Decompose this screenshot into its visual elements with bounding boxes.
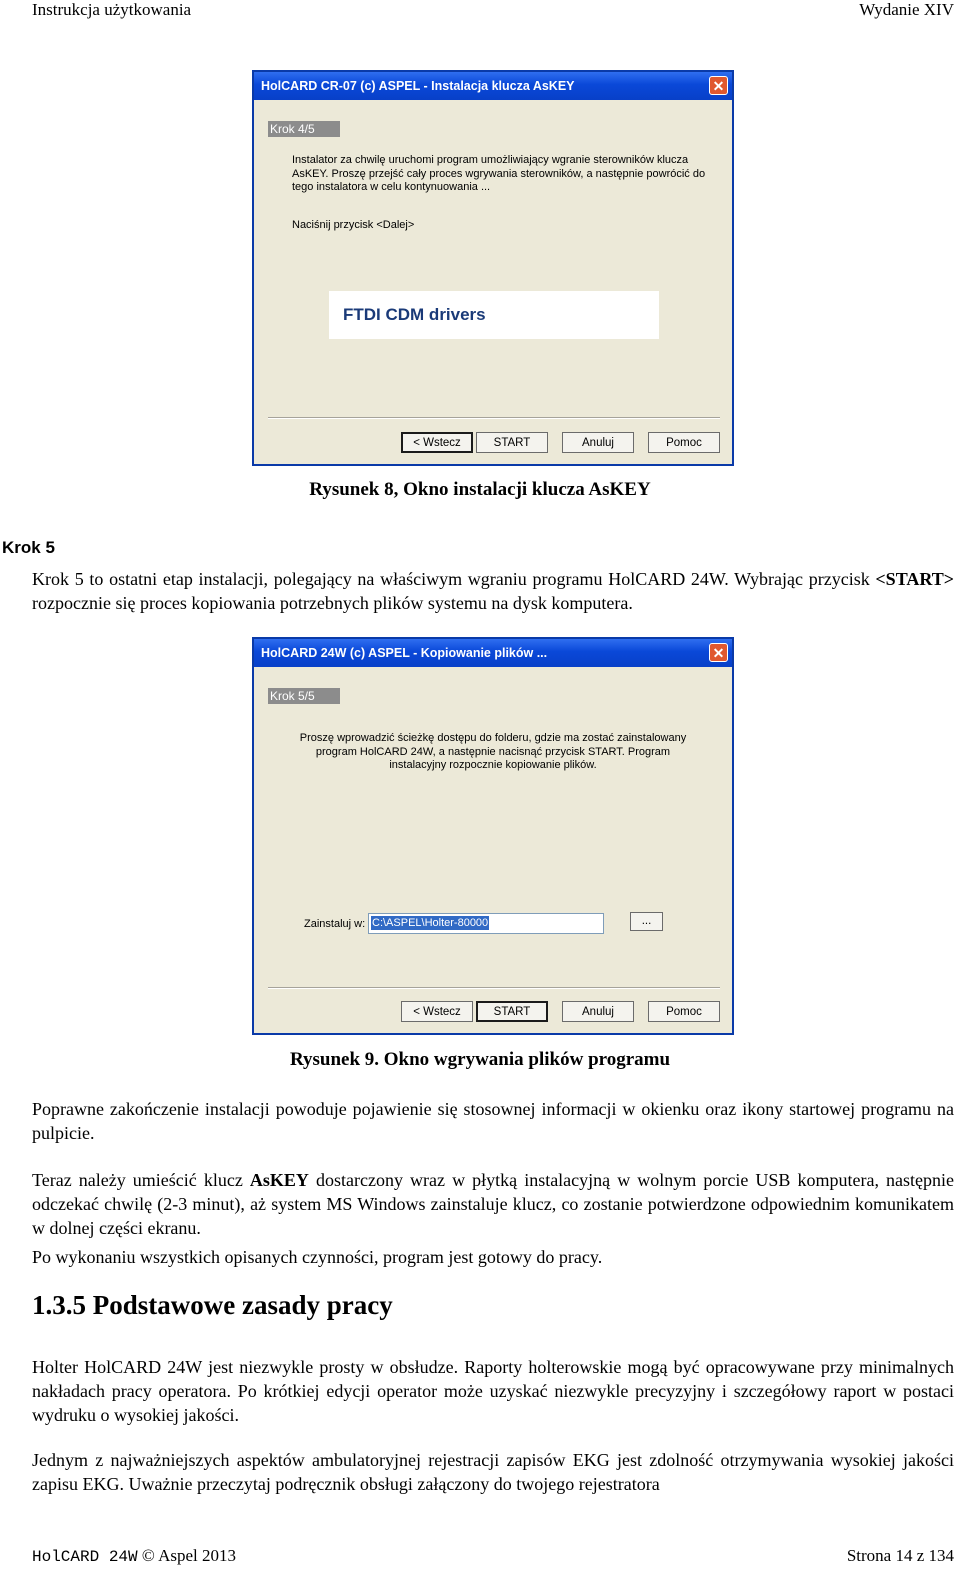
askey-text-end: dostarczony wraz w płytką instalacyjną w wolnym porcie USB komputera, następnie odczekać chwilę (2-3 minut), aż system MS Windows zainstaluje klucz, co zostanie potwierdzone odpowiednim komunikatem w dolnej części ekranu. — [32, 1170, 955, 1238]
back-button[interactable]: < Wstecz — [401, 432, 473, 453]
dialog-title: HolCARD 24W (c) ASPEL - Kopiowanie plików ... — [261, 646, 548, 660]
start-keyword: <START> — [875, 569, 954, 589]
completion-paragraph: Poprawne zakończenie instalacji powoduje pojawienie się stosownej informacji w okienku oraz ikony startowej programu na pulpicie. — [32, 1099, 954, 1143]
separator — [268, 987, 720, 989]
cancel-button[interactable]: Anuluj — [562, 1001, 634, 1022]
install-label: Zainstaluj w: — [304, 918, 366, 930]
description-line: AsKEY. Proszę przejść cały proces wgrywania sterowników, a następnie powrócić do — [292, 167, 706, 180]
section-heading: 1.3.5 Podstawowe zasady pracy — [32, 1290, 393, 1320]
dialog-description — [292, 154, 722, 195]
header-left: Instrukcja użytkowania — [32, 0, 192, 19]
description-line: instalacyjny rozpocznie kopiowanie plików. — [389, 759, 597, 771]
principles-paragraph: Holter HolCARD 24W jest niezwykle prosty w obsłudze. Raporty holterowskie mogą być opracowywane przy minimalnych nakładach pracy operatora. Po krótkiej edycji operator może uzyskać niezwykle precyzyjny i szczegółowy raport w postaci wydruku o wysokiej jakości. — [32, 1357, 954, 1425]
help-button[interactable]: Pomoc — [648, 1001, 720, 1022]
figure-caption-8: Rysunek 8, Okno instalacji klucza AsKEY — [309, 479, 651, 500]
askey-keyword: AsKEY — [249, 1170, 309, 1190]
description-line: program HolCARD 24W, a następnie nacisnąć przycisk START. Program — [315, 745, 671, 758]
install-path-value: C:\ASPEL\Holter-80000 — [372, 917, 489, 929]
press-next-text: Naciśnij przycisk <Dalej> — [292, 219, 415, 231]
dialog-title: HolCARD CR-07 (c) ASPEL - Instalacja klucza AsKEY — [261, 79, 575, 93]
copy-files-dialog — [252, 637, 734, 1035]
help-button[interactable]: Pomoc — [648, 432, 720, 453]
dialog-description — [254, 732, 732, 773]
close-icon[interactable]: ✕ — [709, 643, 728, 662]
step5-text-end: rozpocznie się proces kopiowania potrzebnych plików systemu na dysk komputera. — [32, 593, 633, 613]
back-button[interactable]: < Wstecz — [401, 1001, 473, 1022]
driver-banner: FTDI CDM drivers — [329, 291, 659, 339]
description-line: Proszę wprowadzić ścieżkę dostępu do folderu, gdzie ma zostać zainstalowany — [299, 732, 687, 744]
figure-caption-9: Rysunek 9. Okno wgrywania plików programu — [289, 1049, 671, 1070]
header-right: Wydanie XIV — [859, 0, 954, 19]
start-button[interactable]: START — [476, 1001, 548, 1022]
dialog-titlebar — [254, 639, 732, 667]
step-label: Krok 5/5 — [268, 688, 340, 704]
step5-paragraph — [32, 567, 954, 615]
cancel-button[interactable]: Anuluj — [562, 432, 634, 453]
footer-copyright: © Aspel 2013 — [141, 1546, 237, 1565]
dialog-titlebar — [254, 72, 732, 100]
footer-left — [32, 1546, 236, 1566]
start-button[interactable]: START — [476, 432, 548, 453]
ready-paragraph: Po wykonaniu wszystkich opisanych czynności, program jest gotowy do pracy. — [32, 1247, 603, 1267]
footer-page-number: Strona 14 z 134 — [846, 1546, 954, 1565]
description-line: tego instalatora w celu kontynuowania ... — [292, 181, 491, 193]
step-label: Krok 4/5 — [268, 121, 340, 137]
step5-heading: Krok 5 — [2, 538, 55, 557]
close-icon[interactable]: ✕ — [709, 76, 728, 95]
install-path-input[interactable] — [368, 913, 604, 934]
description-line: Instalator za chwilę uruchomi program umożliwiający wgranie sterowników klucza — [292, 154, 689, 166]
separator — [268, 417, 720, 419]
step5-text: Krok 5 to ostatni etap instalacji, polegający na właściwym wgraniu programu HolCARD 24W. Wybrając przycisk — [32, 569, 876, 589]
ekg-paragraph: Jednym z najważniejszych aspektów ambulatoryjnej rejestracji zapisów EKG jest zdolność otrzymywania wysokiej jakości zapisu EKG. Uważnie przeczytaj podręcznik obsługi załączony do twojego rejestratora — [32, 1450, 954, 1494]
askey-text: Teraz należy umieścić klucz — [32, 1170, 250, 1190]
askey-install-dialog — [252, 70, 734, 466]
browse-button[interactable]: ... — [630, 912, 663, 931]
askey-paragraph — [32, 1168, 954, 1240]
footer-product: HolCARD 24W — [32, 1548, 138, 1566]
